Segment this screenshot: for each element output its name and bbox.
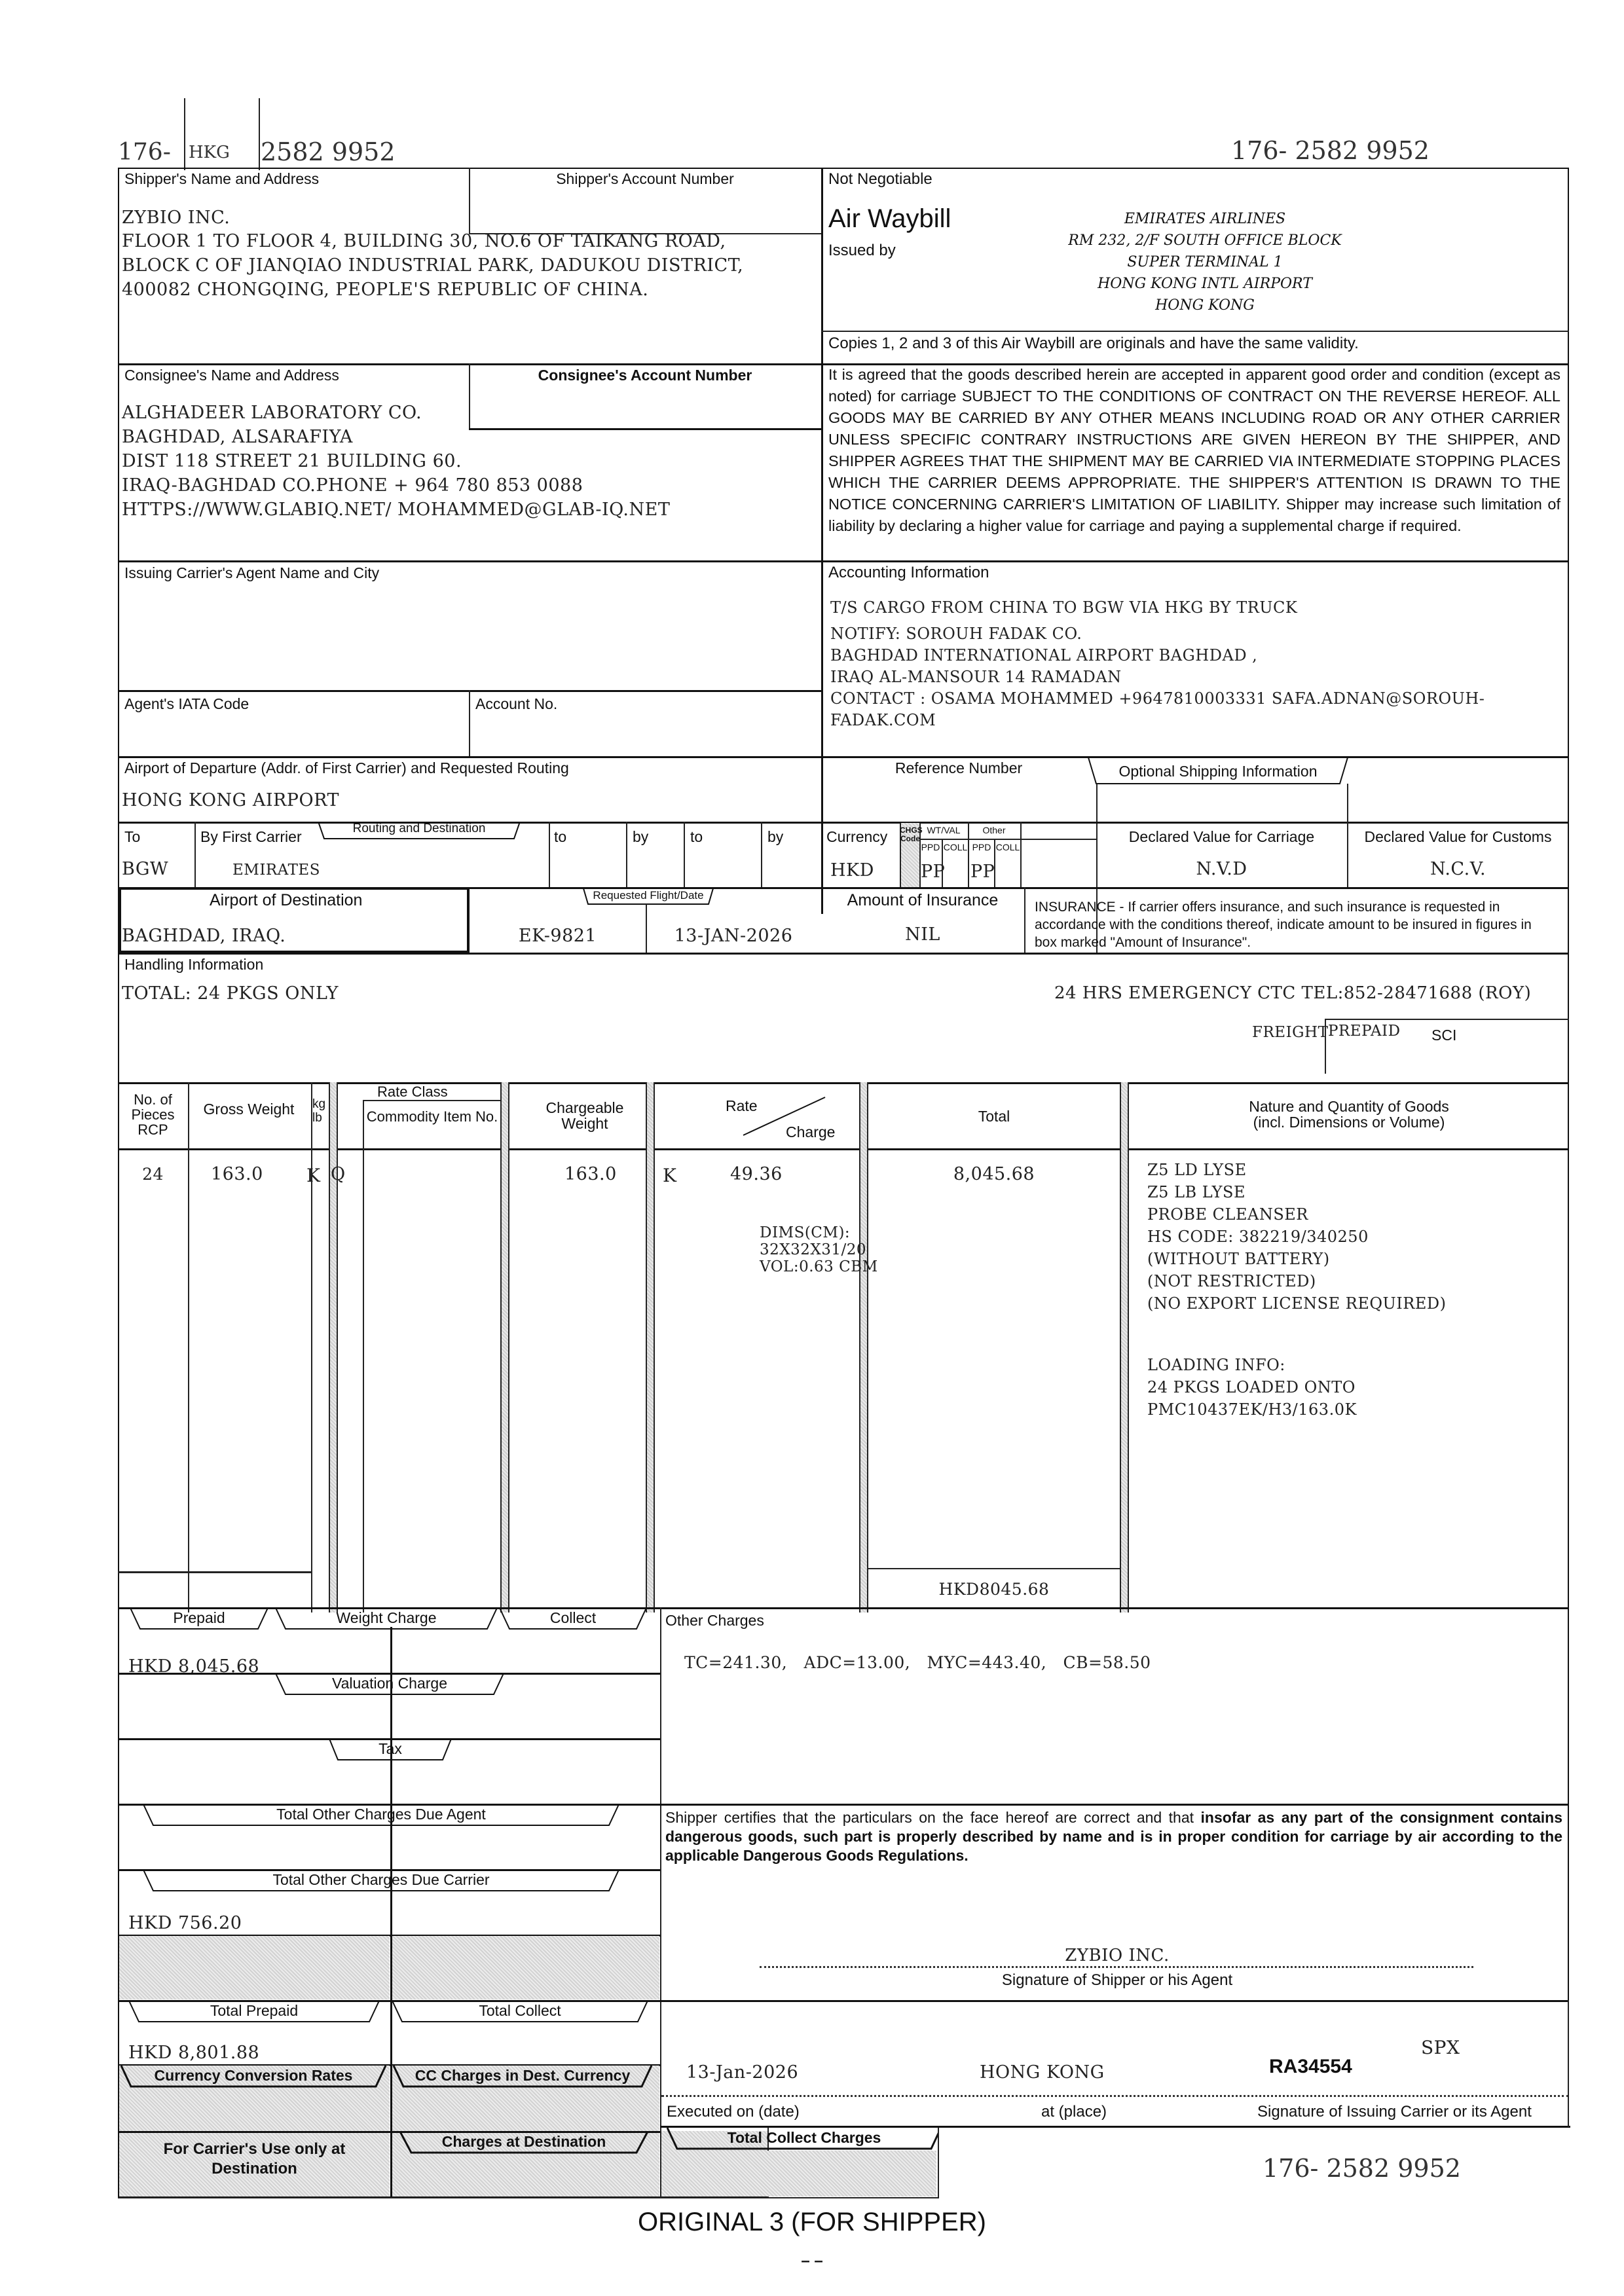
issuer-line: RM 232, 2/F SOUTH OFFICE BLOCK <box>1068 232 1342 249</box>
wtval-ppd-label: PPD <box>921 842 940 852</box>
account-no-label: Account No. <box>475 695 558 712</box>
freight-label: FREIGHT <box>1252 1024 1329 1041</box>
shipper-certification: Shipper certifies that the particulars on the face hereof are correct and that insofar as any part of the consignment contains dangerous goods, such part is properly described by name and is in proper condition for carriage by air according to the applicable Dangerous Goods Regulations. <box>665 1809 1562 1864</box>
destination-value: BAGHDAD, IRAQ. <box>122 926 286 946</box>
executed-date-label: Executed on (date) <box>667 2103 800 2121</box>
original-copy-label: ORIGINAL 3 (FOR SHIPPER) <box>638 2208 986 2236</box>
flight-number: EK-9821 <box>518 926 597 946</box>
by3-label: by <box>767 828 784 845</box>
gross-weight-unit: K <box>306 1165 321 1186</box>
cc-charges-tab: CC Charges in Dest. Currency <box>393 2066 652 2088</box>
divider <box>118 1571 311 1573</box>
goods-line: Z5 LB LYSE <box>1147 1183 1246 1201</box>
agent-iata-field[interactable] <box>124 715 462 751</box>
agent-iata-label: Agent's IATA Code <box>124 695 249 712</box>
accounting-line: FADAK.COM <box>830 711 936 729</box>
col-line <box>363 1100 364 1613</box>
executed-place: HONG KONG <box>980 2062 1105 2083</box>
col-header-nature: Nature and Quantity of Goods (incl. Dimensions or Volume) <box>1249 1098 1449 1131</box>
currency-conversion-tab: Currency Conversion Rates <box>120 2066 386 2088</box>
pieces-value: 24 <box>142 1165 164 1184</box>
consignee-line: HTTPS://WWW.GLABIQ.NET/ MOHAMMED@GLAB-IQ.NET <box>122 500 671 520</box>
copies-note: Copies 1, 2 and 3 of this Air Waybill are originals and have the same validity. <box>828 335 1359 352</box>
shipper-account-label: Shipper's Account Number <box>556 170 734 187</box>
divider <box>868 1568 1120 1569</box>
collect-tab: Collect <box>499 1608 647 1630</box>
not-negotiable: Not Negotiable <box>828 170 932 188</box>
shipper-address <box>122 206 743 302</box>
shaded-divider <box>646 1082 655 1613</box>
accounting-line: CONTACT : OSAMA MOHAMMED +9647810003331 SAFA.ADNAN@SOROUH- <box>830 689 1485 708</box>
awb-number-top-right: 176- 2582 9952 <box>1231 136 1430 165</box>
col-header-charge: Charge <box>786 1123 836 1140</box>
handling-label: Handling Information <box>124 956 264 973</box>
total-prepaid-value: HKD 8,801.88 <box>128 2043 260 2063</box>
divider <box>821 331 1569 332</box>
due-agent-tab: Total Other Charges Due Agent <box>143 1804 619 1827</box>
shipper-line: BLOCK C OF JIANQIAO INDUSTRIAL PARK, DADUKOU DISTRICT, <box>122 255 744 276</box>
issuer-address <box>1022 208 1388 316</box>
col-line <box>188 1082 189 1613</box>
divider <box>118 560 1569 562</box>
origin-code: HKG <box>189 143 230 162</box>
destination-label: Airport of Destination <box>210 891 363 909</box>
consignee-label: Consignee's Name and Address <box>124 367 339 384</box>
total-value: 8,045.68 <box>953 1164 1035 1184</box>
rate-value: 49.36 <box>730 1164 783 1184</box>
consignee-line: DIST 118 STREET 21 BUILDING 60. <box>122 451 462 471</box>
prepaid-tab: Prepaid <box>130 1608 268 1630</box>
loading-line: LOADING INFO: <box>1147 1356 1285 1374</box>
wtval-coll-label: COLL <box>943 842 968 852</box>
consignee-line: IRAQ-BAGHDAD CO.PHONE + 964 780 853 0088 <box>122 475 583 496</box>
awb-serial: 2582 9952 <box>261 137 396 166</box>
accounting-line: BAGHDAD INTERNATIONAL AIRPORT BAGHDAD , <box>830 646 1258 665</box>
shaded-divider <box>329 1082 338 1613</box>
issuer-line: EMIRATES AIRLINES <box>1124 211 1286 227</box>
goods-line: (NO EXPORT LICENSE REQUIRED) <box>1147 1294 1447 1313</box>
airline-prefix: 176- <box>118 139 171 166</box>
other-label: Other <box>982 825 1006 835</box>
dims-line: DIMS(CM): <box>760 1224 851 1241</box>
executed-place-label: at (place) <box>1041 2103 1107 2121</box>
col-header-pieces: No. of Pieces RCP <box>131 1091 175 1138</box>
accounting-info-label: Accounting Information <box>828 564 989 581</box>
accounting-line: T/S CARGO FROM CHINA TO BGW VIA HKG BY TRUCK <box>830 598 1298 617</box>
dv-carriage-label: Declared Value for Carriage <box>1128 828 1315 845</box>
divider <box>118 2197 939 2198</box>
executed-date: 13-Jan-2026 <box>686 2062 799 2083</box>
accounting-line: IRAQ AL-MANSOUR 14 RAMADAN <box>830 668 1122 686</box>
departure-airport: HONG KONG AIRPORT <box>122 790 339 811</box>
wtval-label: WT/VAL <box>927 825 961 835</box>
dv-customs-value: N.C.V. <box>1430 859 1486 879</box>
consignee-line: BAGHDAD, ALSARAFIYA <box>122 427 353 447</box>
to-label: To <box>124 828 141 845</box>
dv-carriage-value: N.V.D <box>1196 859 1247 879</box>
chargeable-weight-value: 163.0 <box>564 1164 617 1184</box>
issuer-line: HONG KONG INTL AIRPORT <box>1098 276 1312 292</box>
due-carrier-prepaid: HKD 756.20 <box>128 1913 242 1933</box>
col-header-total: Total <box>978 1108 1010 1125</box>
divider <box>1024 887 1025 953</box>
consignee-account-label: Consignee's Account Number <box>538 367 752 384</box>
account-no-field[interactable] <box>475 715 813 751</box>
col-header-rate: Rate <box>726 1097 758 1114</box>
weight-charge-tab: Weight Charge <box>275 1608 498 1630</box>
loading-info <box>1147 1354 1357 1421</box>
issued-by-label: Issued by <box>828 242 896 259</box>
header-divider <box>184 98 185 170</box>
divider <box>919 839 1096 840</box>
to3-label: to <box>690 828 703 845</box>
shipper-line: 400082 CHONGQING, PEOPLE'S REPUBLIC OF CHINA. <box>122 280 649 300</box>
total-prepaid-tab: Total Prepaid <box>128 2001 380 2023</box>
goods-description <box>1147 1159 1446 1315</box>
spx-mark: SPX <box>1421 2037 1460 2058</box>
dims-line: VOL:0.63 CBM <box>760 1258 878 1275</box>
sci-label: SCI <box>1431 1027 1457 1044</box>
divider <box>1347 784 1348 822</box>
col-header-rate-class: Rate Class <box>377 1084 448 1100</box>
blank-area <box>939 2128 1572 2203</box>
col-line <box>311 1082 312 1613</box>
col-header-chargeable: Chargeable Weight <box>545 1099 624 1132</box>
divider <box>660 2126 1570 2128</box>
goods-line: PROBE CLEANSER <box>1147 1205 1308 1224</box>
total-collect-charges-tab-outline: Total Collect Charges <box>667 2128 942 2150</box>
goods-line: Z5 LD LYSE <box>1147 1161 1247 1179</box>
signature-line <box>760 1966 1473 1968</box>
chgs-code-label: CHGS Code <box>900 826 923 843</box>
divider <box>194 822 196 887</box>
shipper-line: ZYBIO INC. <box>122 208 231 228</box>
insurance-label: Amount of Insurance <box>847 891 999 909</box>
other-charges-value: TC=241.30, ADC=13.00, MYC=443.40, CB=58.50 <box>684 1653 1151 1672</box>
emergency-contact: 24 HRS EMERGENCY CTC TEL:852-28471688 (ROY) <box>1054 983 1532 1003</box>
awb-number-bottom: 176- 2582 9952 <box>1263 2154 1461 2183</box>
dv-customs-label: Declared Value for Customs <box>1364 828 1552 845</box>
currency-label: Currency <box>826 828 888 845</box>
routing-destination-tab: Routing and Destination <box>318 822 521 840</box>
execution-line <box>661 2095 1569 2097</box>
divider <box>761 822 762 887</box>
total-collect-tab: Total Collect <box>392 2001 648 2023</box>
divider <box>660 1607 661 2198</box>
other-charges-label: Other Charges <box>665 1612 764 1629</box>
loading-line: 24 PKGS LOADED ONTO <box>1147 1378 1356 1396</box>
divider <box>1568 2000 1569 2127</box>
dimensions <box>760 1224 878 1275</box>
dims-line: 32X32X31/20 <box>760 1241 867 1258</box>
divider <box>1020 822 1022 887</box>
col-header-commodity: Commodity Item No. <box>366 1108 498 1125</box>
divider <box>684 822 685 887</box>
shipper-signature: ZYBIO INC. <box>1065 1946 1170 1965</box>
consignee-line: ALGHADEER LABORATORY CO. <box>122 403 422 423</box>
shaded-divider <box>500 1082 509 1613</box>
divider <box>549 822 550 887</box>
gross-weight-value: 163.0 <box>211 1164 263 1184</box>
charges-at-destination-tab: Charges at Destination <box>399 2132 648 2154</box>
goods-line: HS CODE: 382219/340250 <box>1147 1228 1369 1246</box>
departure-label: Airport of Departure (Addr. of First Carrier) and Requested Routing <box>124 759 569 776</box>
conditions-of-contract: It is agreed that the goods described herein are accepted in apparent good order and condition (except as noted) for carriage SUBJECT TO THE CONDITIONS OF CONTRACT ON THE REVERSE HEREOF. ALL GOODS MAY BE CARRIED BY ANY OTHER MEANS INCLUDING ROAD OR ANY OTHER CARRIER UNLESS SPECIFIC CONTRARY INSTRUCTIONS ARE GIVEN HEREON BY THE SHIPPER, AND SHIPPER AGREES THAT THE SHIPMENT MAY BE CARRIED VIA INTERMEDIATE STOPPING PLACES WHICH THE CARRIER DEEMS APPROPRIATE. THE SHIPPER'S ATTENTION IS DRAWN TO THE NOTICE CONCERNING CARRIER'S LIMITATION OF LIABILITY. Shipper may increase such limitation of liability by declaring a higher value for carriage and paying a supplemental charge if required. <box>828 366 1560 534</box>
optional-shipping-tab: Optional Shipping Information <box>1087 757 1349 785</box>
chargeable-weight-unit: K <box>663 1165 677 1186</box>
divider <box>118 756 1569 758</box>
to-value: BGW <box>122 859 169 879</box>
total-footer: HKD8045.68 <box>938 1580 1050 1599</box>
to2-label: to <box>554 828 567 845</box>
shaded-cell <box>661 2151 936 2196</box>
other-ppd-label: PPD <box>972 842 991 852</box>
header-divider <box>259 98 260 170</box>
valuation-charge-tab: Valuation Charge <box>275 1673 504 1696</box>
consignee-address <box>122 401 670 522</box>
flight-date: 13-JAN-2026 <box>674 926 793 946</box>
accounting-line: NOTIFY: SOROUH FADAK CO. <box>830 625 1082 643</box>
by2-label: by <box>633 828 649 845</box>
goods-line: (NOT RESTRICTED) <box>1147 1272 1316 1290</box>
freight-value: PREPAID <box>1328 1023 1401 1040</box>
divider <box>469 690 470 756</box>
agent-name-field[interactable] <box>124 586 815 684</box>
first-carrier-label: By First Carrier <box>200 828 302 845</box>
col-header-kglb: kg lb <box>312 1097 326 1125</box>
other-coll-label: COLL <box>995 842 1020 852</box>
footer-dash: – – <box>801 2252 823 2270</box>
shipper-label: Shipper's Name and Address <box>124 170 320 187</box>
divider <box>626 822 627 887</box>
tax-tab: Tax <box>329 1739 452 1761</box>
rate-class-value: Q <box>331 1164 346 1184</box>
other-ppd-value: PP <box>970 862 995 882</box>
weight-charge-prepaid: HKD 8,045.68 <box>128 1656 260 1677</box>
insurance-note: INSURANCE - If carrier offers insurance, and such insurance is requested in accordance with the conditions thereof, indicate amount to be insured in figures in box marked "Amount of Insurance". <box>1035 900 1532 950</box>
accounting-info <box>830 592 1485 731</box>
agent-name-label: Issuing Carrier's Agent Name and City <box>124 564 380 581</box>
shaded-cell <box>119 1936 390 1999</box>
shaded-cell <box>392 1936 659 1999</box>
document-title: Air Waybill <box>828 204 951 233</box>
requested-flight-tab: Requested Flight/Date <box>583 888 714 905</box>
currency-value: HKD <box>830 860 874 881</box>
center-divider <box>821 168 823 914</box>
shipper-line: FLOOR 1 TO FLOOR 4, BUILDING 30, NO.6 OF TAIKANG ROAD, <box>122 231 726 251</box>
reference-number-label: Reference Number <box>895 759 1023 776</box>
col-header-gross-weight: Gross Weight <box>203 1101 295 1118</box>
first-carrier-value: EMIRATES <box>232 862 320 879</box>
issuer-line: SUPER TERMINAL 1 <box>1127 254 1283 270</box>
issuer-line: HONG KONG <box>1155 297 1255 314</box>
handling-total: TOTAL: 24 PKGS ONLY <box>122 983 339 1004</box>
shipper-signature-label: Signature of Shipper or his Agent <box>1001 1971 1233 1989</box>
loading-line: PMC10437EK/H3/163.0K <box>1147 1400 1357 1419</box>
agent-code: RA34554 <box>1269 2056 1352 2077</box>
divider <box>118 953 1569 955</box>
insurance-value: NIL <box>905 924 940 945</box>
due-carrier-tab: Total Other Charges Due Carrier <box>143 1870 619 1892</box>
wtval-ppd-value: PP <box>921 862 946 882</box>
shaded-divider <box>859 1082 868 1613</box>
shaded-divider <box>1120 1082 1129 1613</box>
carrier-use-only: For Carrier's Use only at Destination <box>163 2140 346 2178</box>
carrier-signature-label: Signature of Issuing Carrier or its Agent <box>1257 2103 1532 2121</box>
goods-line: (WITHOUT BATTERY) <box>1147 1250 1330 1268</box>
